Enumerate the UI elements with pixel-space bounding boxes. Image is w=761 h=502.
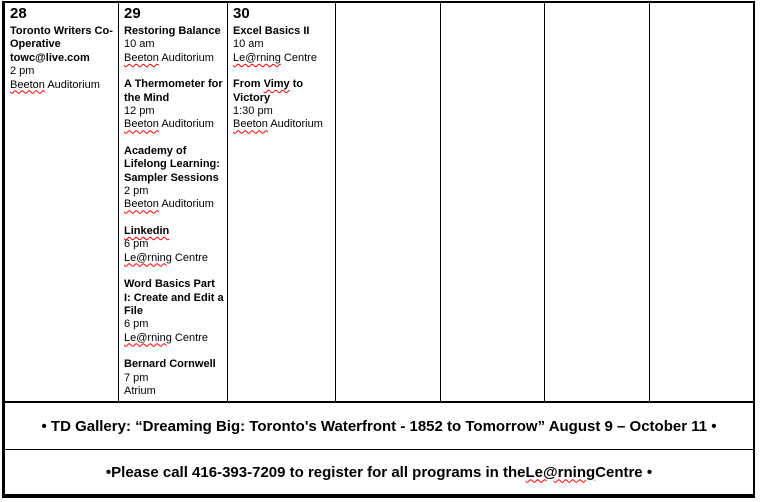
event-time: 1:30 pm [233,105,273,118]
event-location: Beeton Auditorium [233,118,323,131]
register-phone-note: •Please call 416-393-7209 to register for all programs in the Le@rning Centre • [105,463,653,481]
day-cell-empty-3 [545,3,650,401]
event-time: 2 pm [10,65,35,78]
calendar-table [2,1,755,498]
day-cell-empty-1 [336,3,441,401]
event-title: Academy of Lifelong Learning: Sampler Sessions [124,144,220,184]
event-time: 7 pm [124,371,149,384]
event-title: Linkedin [124,224,170,237]
event [124,78,224,132]
event [10,25,115,92]
event [124,145,224,212]
event-time: 2 pm [124,185,149,198]
day-cell-30 [228,3,336,401]
event-time: 6 pm [124,318,149,331]
day-cell-29 [119,3,228,401]
event-location: Beeton Auditorium [124,118,214,131]
day-number: 30 [233,5,250,22]
event-title: Word Basics Part I: Create and Edit a File [124,278,224,317]
event-location: Atrium [124,384,156,397]
event-location: Le@rning Centre [233,51,317,64]
event-contact: towc@live.com [10,51,90,64]
event-time: 12 pm [124,105,155,118]
event-list [124,25,224,398]
event-location: Beeton Auditorium [124,198,214,211]
event [124,278,224,345]
event-title: Bernard Cornwell [124,358,216,371]
event-title: Toronto Writers Co-Operative [10,25,113,51]
event [124,225,224,265]
event-list [10,25,115,92]
event-title: From Vimy to Victory [233,78,304,104]
day-cell-empty-2 [441,3,546,401]
event-time: 10 am [233,38,264,51]
day-cell-empty-4 [650,3,754,401]
event [233,25,332,65]
day-number: 29 [124,5,141,22]
td-gallery-note: • TD Gallery: “Dreaming Big: Toronto's Waterfront - 1852 to Tomorrow” August 9 – October 11 • [5,403,753,450]
event-list [233,25,332,132]
event-time: 6 pm [124,238,149,251]
day-number: 28 [10,5,27,22]
event-location: Beeton Auditorium [10,78,100,91]
event [233,78,332,132]
event-title: Excel Basics II [233,25,310,37]
day-cell-28 [5,3,119,401]
event [124,25,224,65]
event-title: A Thermometer for the Mind [124,78,223,104]
calendar-week-row [5,3,753,403]
event-location: Le@rning Centre [124,331,208,344]
event-title: Restoring Balance [124,25,221,37]
event-time: 10 am [124,38,155,51]
event [124,358,224,398]
event-location: Le@rning Centre [124,251,208,264]
event-location: Beeton Auditorium [124,51,214,64]
